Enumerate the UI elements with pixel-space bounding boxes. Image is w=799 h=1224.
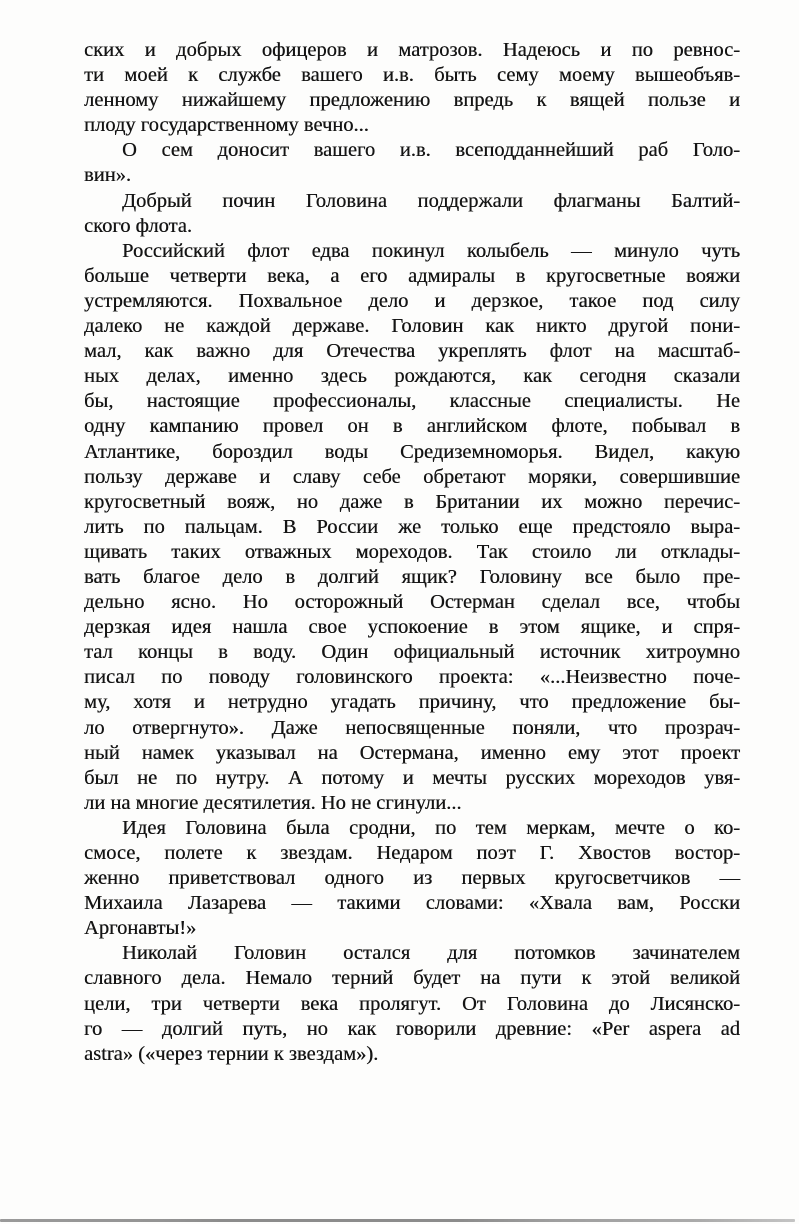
text-line: смосе, полете к звездам. Недаром поэт Г. Хвостов востор- [84, 842, 740, 864]
text-line: далеко не каждой державе. Головин как никто другой пони- [84, 315, 740, 338]
text-line: дельно ясно. Но осторожный Остерман сделал все, чтобы [84, 591, 740, 614]
text-line: ленному нижайшему предложению впредь к вящей пользе и [84, 89, 740, 112]
scan-edge-artifact [0, 1219, 795, 1222]
text-line: ли на многие десятилетия. Но не сгинули... [84, 791, 462, 814]
text-line: ского флота. [84, 214, 192, 237]
text-line: мал, как важно для Отечества укреплять флот на масштаб- [84, 340, 740, 363]
text-line: писал по поводу головинского проекта: «...Неизвестно поче- [84, 666, 740, 689]
text-line: устремляются. Похвальное дело и дерзкое, такое под силу [84, 289, 740, 312]
text-line: О сем доносит вашего и.в. всеподданнейший раб Голо- [122, 139, 740, 162]
text-line: Российский флот едва покинул колыбель — минуло чуть [122, 239, 740, 262]
text-line: лить по пальцам. В России же только еще предстояло выра- [84, 515, 740, 538]
text-line: женно приветствовал одного из первых кругосветчиков — [84, 867, 740, 890]
text-line: Аргонавты!» [84, 917, 197, 940]
text-line: кругосветный вояж, но даже в Британии их можно перечис- [84, 490, 740, 513]
text-line: му, хотя и нетрудно угадать причину, что предложение бы- [84, 691, 740, 714]
text-line: ти моей к службе вашего и.в. быть сему моему вышеобъяв- [84, 64, 740, 87]
text-line: ских и добрых офицеров и матрозов. Надеюсь и по ревнос- [84, 39, 740, 61]
text-line: astra» («через тернии к звездам»). [84, 1042, 379, 1065]
text-line: плоду государственному вечно... [84, 114, 369, 137]
text-line: Идея Головина была сродни, по тем меркам, мечте о ко- [122, 816, 740, 839]
text-line: го — долгий путь, но как говорили древние: «Per aspera ad [84, 1017, 740, 1040]
text-line: вать благое дело в долгий ящик? Головину все было пре- [84, 565, 740, 588]
text-block [84, 38, 740, 1067]
text-line: был не по нутру. А потому и мечты русских мореходов увя- [84, 766, 740, 789]
text-line: бы, настоящие профессионалы, классные специалисты. Не [84, 390, 740, 413]
text-line: Атлантике, бороздил воды Средиземноморья. Видел, какую [84, 440, 740, 463]
text-line: Николай Головин остался для потомков зачинателем [122, 942, 740, 965]
text-line: Михаила Лазарева — такими словами: «Хвала вам, Росски [84, 892, 740, 915]
text-line: одну кампанию провел он в английском флоте, побывал в [84, 415, 740, 438]
text-line: ный намек указывал на Остермана, именно ему этот проект [84, 741, 740, 764]
text-line: вин». [84, 164, 131, 187]
text-line: пользу державе и славу себе обретают моряки, совершившие [84, 465, 740, 488]
text-line: славного дела. Немало терний будет на пути к этой великой [84, 967, 740, 990]
text-line: Добрый почин Головина поддержали флагманы Балтий- [122, 189, 740, 212]
text-line: цели, три четверти века пролягут. От Головина до Лисянско- [84, 992, 740, 1015]
text-line: ло отвергнуто». Даже непосвященные поняли, что прозрач- [84, 716, 740, 739]
text-line: больше четверти века, а его адмиралы в кругосветные вояжи [84, 264, 740, 287]
text-line: тал концы в воду. Один официальный источник хитроумно [84, 641, 740, 664]
text-line: дерзкая идея нашла свое успокоение в этом ящике, и спря- [84, 616, 740, 639]
text-line: щивать таких отважных мореходов. Так стоило ли отклады- [84, 540, 740, 563]
text-line: ных делах, именно здесь рождаются, как сегодня сказали [84, 365, 740, 388]
